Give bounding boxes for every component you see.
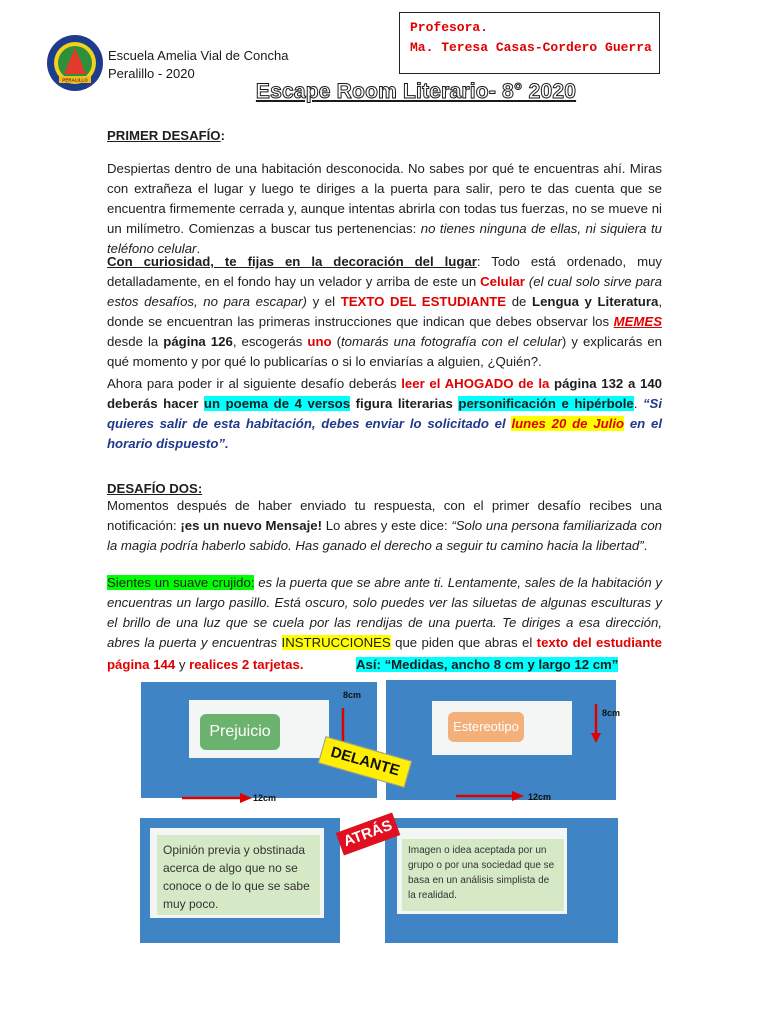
card-front-estereotipo — [386, 680, 616, 800]
prejuicio-label: Prejuicio — [200, 714, 280, 750]
page-title: Escape Room Literario- 8° 2020 — [255, 80, 577, 103]
teacher-box — [399, 12, 660, 74]
challenge-2-heading: DESAFÍO DOS: — [107, 481, 203, 496]
challenge-1-paragraph-2: Con curiosidad, te fijas en la decoración del lugar: Todo está ordenado, muy detalladamente, en el fondo hay un velador y arriba de este un Celular (el cual solo sirve para estos desafíos, no para escapar) y el TEXTO DEL ESTUDIANTE de Lengua y Literatura, donde se encuentran las primeras instrucciones que indican que debes observar los MEMES desde la página 126, escogerás uno (tomarás una fotografía con el celular) y explicarás en qué momento y por qué lo publicarías o si lo enviarías a alguien, ¿Quién?. — [107, 254, 663, 369]
width-arrow-left — [178, 788, 258, 808]
estereotipo-definition: Imagen o idea aceptada por un grupo o por una sociedad que se basa en un análisis simplista de la realidad. — [402, 839, 564, 911]
teacher-name: Ma. Teresa Casas-Cordero Guerra — [410, 40, 652, 55]
school-location: Peralillo - 2020 — [108, 66, 195, 81]
school-name: Escuela Amelia Vial de Concha — [108, 48, 289, 63]
height-label-right: 8cm — [602, 708, 621, 718]
tag-delante: DELANTE — [318, 736, 412, 788]
height-label-left: 8cm — [343, 690, 362, 700]
school-info — [108, 47, 288, 83]
width-label-left: 12cm — [253, 793, 277, 803]
card-back-estereotipo — [385, 818, 618, 943]
card-measure-instruction: Así: “Medidas, ancho 8 cm y largo 12 cm” — [356, 657, 619, 672]
width-arrow-right — [452, 786, 532, 806]
challenge-2-last-line: página 144 y realices 2 tarjetas. — [107, 657, 304, 672]
estereotipo-label: Estereotipo — [448, 712, 524, 742]
challenge-1-paragraph-1: Despiertas dentro de una habitación desconocida. No sabes por qué te encuentras ahí. Miras con extrañeza el lugar y luego te diriges a la puerta para salir, pero te das cuenta que se encuentra firmemente cerrada y, aunque intentas abrirla con todas tus fuerzas, no se mueve ni un milímetro. Comienzas a buscar tus pertenencias: no tienes ninguna de ellas, ni siquiera tu teléfono celular. — [107, 161, 662, 256]
challenge-1-paragraph-3: Ahora para poder ir al siguiente desafío deberás leer el AHOGADO de la página 132 a 140 deberás hacer un poema de 4 versos figura literarias personificación e hipérbole. “Si quieres salir de esta habitación, debes enviar lo solicitado el lunes 20 de Julio en el horario dispuesto”. — [107, 376, 662, 451]
teacher-label: Profesora. — [410, 20, 489, 35]
challenge-2-paragraph-1: Momentos después de haber enviado tu respuesta, con el primer desafío recibes una notificación: ¡es un nuevo Mensaje! Lo abres y este dice: “Solo una persona familiarizada con la magia podría haberlo sabido. Has ganado el derecho a seguir tu camino hacia la libertad”. — [107, 498, 662, 553]
prejuicio-definition: Opinión previa y obstinada acerca de algo que no se conoce o de lo que se sabe muy poco. — [157, 835, 320, 915]
width-label-right: 12cm — [528, 792, 552, 802]
svg-text:PERALILLO: PERALILLO — [62, 77, 88, 83]
tag-atras: ATRÁS — [336, 812, 401, 855]
challenge-1-heading: PRIMER DESAFÍO: — [107, 128, 225, 143]
card-back-prejuicio — [140, 818, 340, 943]
challenge-2-paragraph-2: Sientes un suave crujido: es la puerta que se abre ante ti. Lentamente, sales de la habitación y encuentras un largo pasillo. Está oscuro, solo puedes ver las siluetas de algunas esculturas y el brillo de una luz que se cuela por las rendijas de una puerta. Te diriges a esa dirección, abres la puerta y encuentras INSTRUCCIONES que piden que abras el texto del estudiante — [107, 575, 662, 650]
